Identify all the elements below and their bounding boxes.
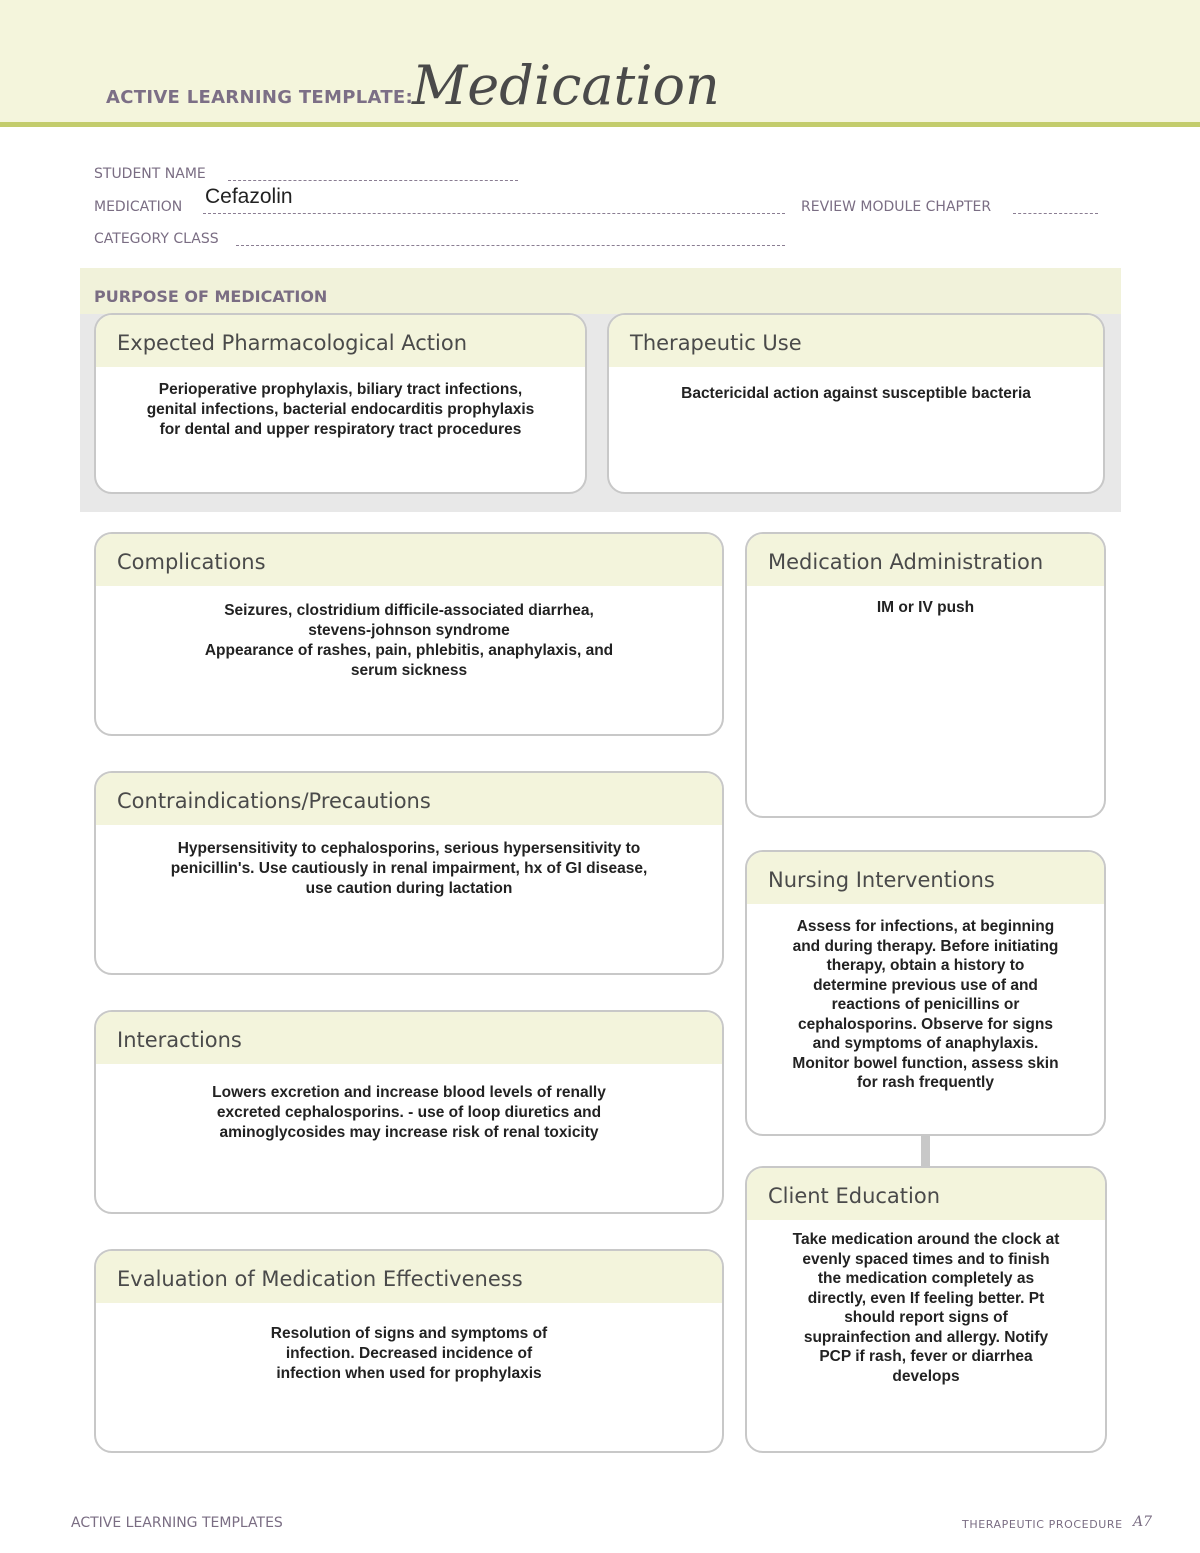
client-education-card [745, 1166, 1107, 1453]
medication-administration-card [745, 532, 1106, 818]
page-number: A7 [1133, 1514, 1153, 1530]
complications-card [94, 532, 724, 736]
client-education-title: Client Education [747, 1168, 1105, 1220]
medication-administration-text[interactable]: IM or IV push [876, 599, 975, 616]
interactions-title: Interactions [96, 1012, 722, 1064]
medication-label: MEDICATION [94, 199, 183, 215]
header-rule [0, 122, 1200, 127]
therapeutic-use-card [607, 313, 1105, 494]
student-name-line [228, 180, 518, 181]
contraindications-card [94, 771, 724, 975]
interactions-card [94, 1010, 724, 1214]
nursing-interventions-card [745, 850, 1106, 1136]
card-connector [921, 1135, 930, 1167]
medication-field[interactable]: Cefazolin [205, 185, 293, 208]
nursing-interventions-text[interactable]: Assess for infections, at beginning and during therapy. Before initiating therapy, obtain a history to determine previous use of and reactions of penicillins or cephalosporins. Observe for signs and symptoms of anaphylaxis. Monitor bowel function, assess skin for rash frequently [792, 918, 1059, 1091]
nursing-interventions-title: Nursing Interventions [747, 852, 1104, 904]
contraindications-text[interactable]: Hypersensitivity to cephalosporins, serious hypersensitivity to penicillin's. Use cautiously in renal impairment, hx of GI disease, use caution during lactation [170, 840, 648, 897]
page-title: Medication [412, 54, 720, 117]
evaluation-text[interactable]: Resolution of signs and symptoms of infection. Decreased incidence of infection when used for prophylaxis [270, 1325, 548, 1382]
expected-action-text[interactable]: Perioperative prophylaxis, biliary tract infections, genital infections, bacterial endocarditis prophylaxis for dental and upper respiratory tract procedures [146, 381, 535, 438]
category-class-line [236, 245, 785, 246]
interactions-text[interactable]: Lowers excretion and increase blood levels of renally excreted cephalosporins. - use of loop diuretics and aminoglycosides may increase risk of renal toxicity [212, 1084, 606, 1141]
evaluation-title: Evaluation of Medication Effectiveness [96, 1251, 722, 1303]
medication-line [203, 213, 785, 214]
category-class-label: CATEGORY CLASS [94, 231, 219, 247]
complications-text[interactable]: Seizures, clostridium difficile-associated diarrhea, stevens-johnson syndrome Appearance of rashes, pain, phlebitis, anaphylaxis, and serum sickness [204, 602, 614, 679]
review-module-label: REVIEW MODULE CHAPTER [801, 199, 992, 215]
contraindications-title: Contraindications/Precautions [96, 773, 722, 825]
medication-administration-title: Medication Administration [747, 534, 1104, 586]
therapeutic-use-title: Therapeutic Use [609, 315, 1103, 367]
evaluation-card [94, 1249, 724, 1453]
header-prefix: ACTIVE LEARNING TEMPLATE: [106, 87, 413, 108]
footer-right: THERAPEUTIC PROCEDURE [962, 1518, 1123, 1531]
purpose-label: PURPOSE OF MEDICATION [94, 287, 328, 306]
expected-action-title: Expected Pharmacological Action [96, 315, 585, 367]
expected-action-card [94, 313, 587, 494]
complications-title: Complications [96, 534, 722, 586]
review-module-line [1013, 213, 1098, 214]
footer-left: ACTIVE LEARNING TEMPLATES [71, 1515, 283, 1531]
therapeutic-use-text[interactable]: Bactericidal action against susceptible bacteria [681, 385, 1031, 402]
client-education-text[interactable]: Take medication around the clock at evenly spaced times and to finish the medication completely as directly, even If feeling better. Pt should report signs of suprainfection and allergy. Notify PCP if rash, fever or diarrhea develops [792, 1231, 1060, 1385]
student-name-label: STUDENT NAME [94, 166, 206, 182]
